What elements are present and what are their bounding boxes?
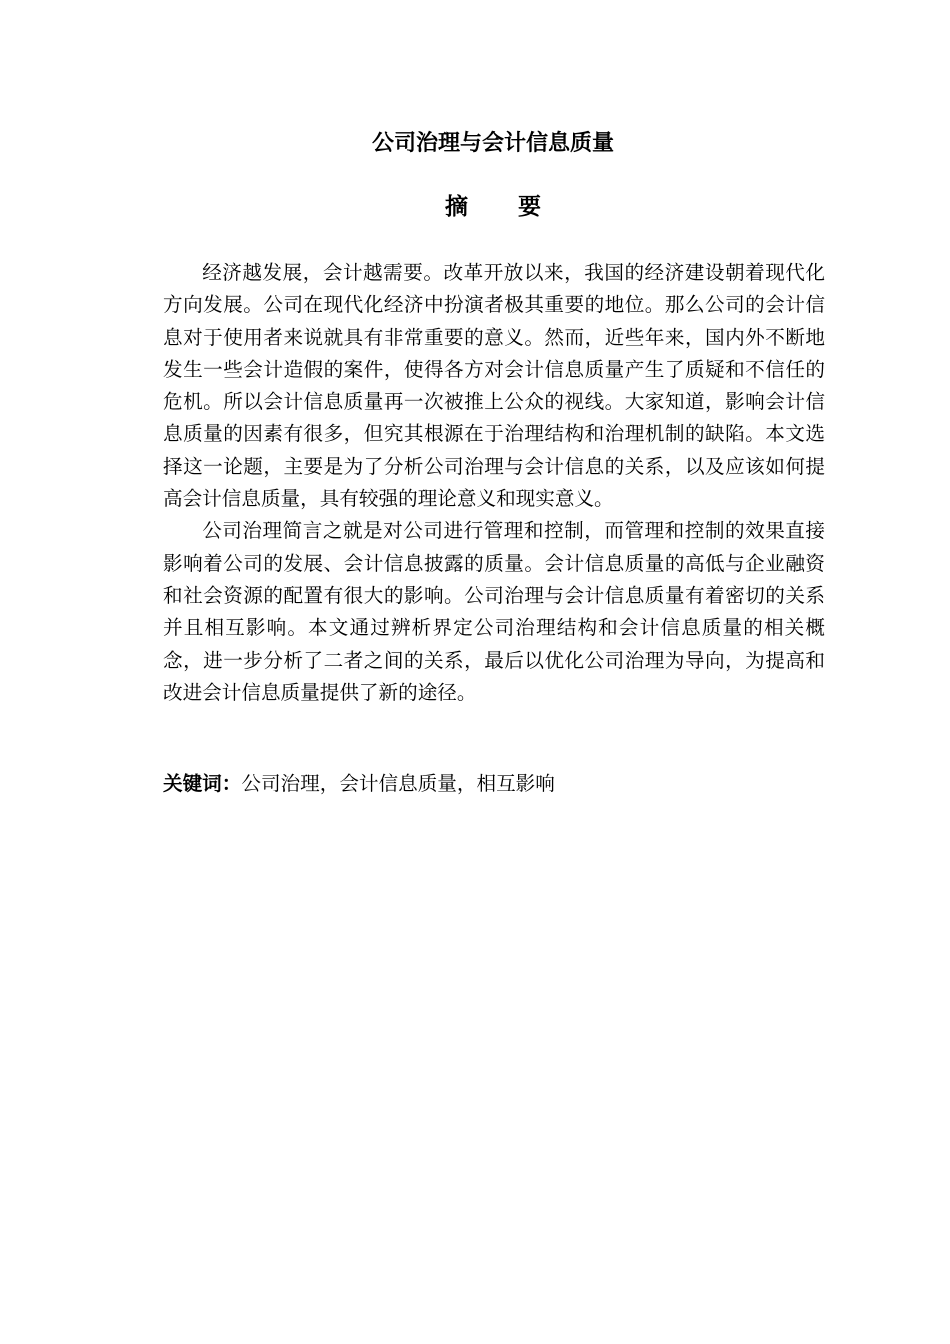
keywords-label: 关键词： bbox=[163, 772, 242, 795]
keywords-line bbox=[163, 768, 825, 800]
abstract-paragraph-2: 公司治理简言之就是对公司进行管理和控制，而管理和控制的效果直接影响着公司的发展、会计信息披露的质量。会计信息质量的高低与企业融资和社会资源的配置有很大的影响。公司治理与会计信息质量有着密切的关系并且相互影响。本文通过辨析界定公司治理结构和会计信息质量的相关概念，进一步分析了二者之间的关系，最后以优化公司治理为导向，为提高和改进会计信息质量提供了新的途径。 bbox=[163, 519, 825, 704]
abstract-body bbox=[163, 257, 825, 709]
document-title: 公司治理与会计信息质量 bbox=[371, 131, 614, 156]
abstract-paragraph-1: 经济越发展，会计越需要。改革开放以来，我国的经济建设朝着现代化方向发展。公司在现代化经济中扮演者极其重要的地位。那么公司的会计信息对于使用者来说就具有非常重要的意义。然而，近些年来，国内外不断地发生一些会计造假的案件，使得各方对会计信息质量产生了质疑和不信任的危机。所以会计信息质量再一次被推上公众的视线。大家知道，影响会计信息质量的因素有很多，但究其根源在于治理结构和治理机制的缺陷。本文选择这一论题，主要是为了分析公司治理与会计信息的关系，以及应该如何提高会计信息质量，具有较强的理论意义和现实意义。 bbox=[163, 261, 825, 511]
keywords-text: 公司治理，会计信息质量，相互影响 bbox=[241, 772, 555, 795]
abstract-heading: 摘要 bbox=[445, 194, 591, 220]
